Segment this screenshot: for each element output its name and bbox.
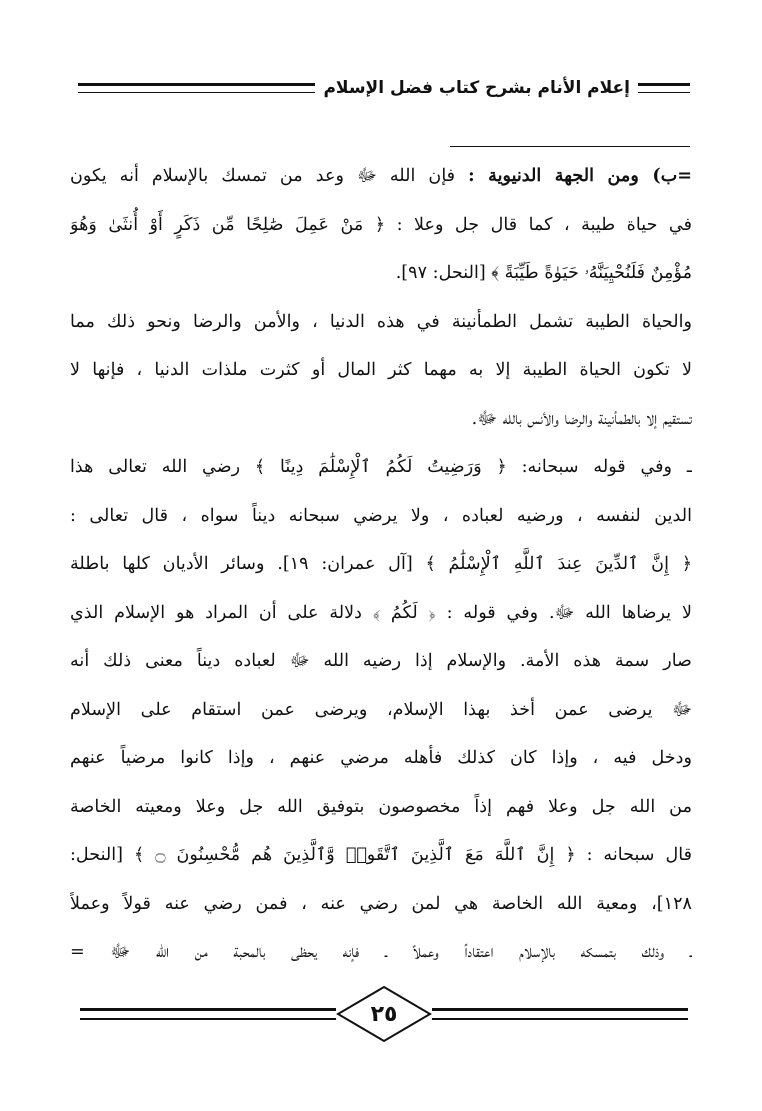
text-line: ـ وذلك بتمسكه بالإسلام اعتقاداً وعملاً ـ فإنه يحظى بالمحبة من الله ﷻ = [70,942,692,962]
page-footer [80,985,688,1043]
footer-rule-left [80,1008,336,1020]
separator-line [450,146,690,147]
text-line: ﷻ يرضى عمن أخذ بهذا الإسلام، ويرضى عمن استقام على الإسلام [70,699,692,720]
text-line: والحياة الطيبة تشمل الطمأنينة في هذه الدنيا ، والأمن والرضا ونحو ذلك مما [70,311,692,332]
section-heading: =ب) ومن الجهة الدنيوية : [468,165,692,186]
text-line: تستقيم إلا بالطمأنينة والرضا والأنس بالله ﷻ. [471,408,692,429]
running-header [78,76,690,100]
page-number-badge [336,985,432,1043]
header-rule-right [638,83,690,93]
text-line [70,152,692,201]
page-body [70,152,692,977]
text-line: ودخل فيه ، وإذا كان كذلك فأهله مرضي عنهم ، وإذا كانوا مرضياً عنهم [70,748,692,768]
text-line: من الله جل وعلا فهم إذاً مخصوصون بتوفيق الله جل وعلا ومعيته الخاصة [70,796,692,817]
footer-rule-right [432,1008,688,1020]
header-rule-left [78,83,315,93]
text-line: صار سمة هذه الأمة. والإسلام إذا رضيه الله ﷻ لعباده ديناً معنى ذلك أنه [70,651,692,671]
text-line: لا تكون الحياة الطيبة إلا به مهما كثر المال أو كثرت ملذات الدنيا ، فإنها لا [70,360,692,380]
text-line: مُؤْمِنٌ فَلَنُحْيِيَنَّهُۥ حَيَوٰةً طَيِّبَةً ﴾ [النحل: ٩٧]. [395,263,692,283]
text-line: ١٢٨]، ومعية الله الخاصة هي لمن رضي عنه ، فمن رضي عنه قولاً وعملاً [70,893,692,914]
book-title: إعلام الأنام بشرح كتاب فضل الإسلام [323,78,630,98]
text-line: لا يرضاها الله ﷻ. وفي قوله : ﴿ لَكُمُ ﴾ دلالة على أن المراد هو الإسلام الذي [70,602,692,623]
text-line: الدين لنفسه ، ورضيه لعباده ، ولا يرضي سبحانه ديناً سواه ، قال تعالى : [70,505,692,526]
text-line: ﴿ إِنَّ ٱلدِّينَ عِندَ ٱللَّهِ ٱلْإِسْلَٰمُ ﴾ [آل عمران: ١٩]. وسائر الأديان كلها باطلة [70,554,692,574]
text-line: في حياة طيبة ، كما قال جل وعلا : ﴿ مَنْ عَمِلَ صَٰلِحًا مِّن ذَكَرٍ أَوْ أُنثَىٰ وَهُوَ [70,214,692,235]
line-text: فإن الله ﷻ وعد من تمسك بالإسلام أنه يكون [70,166,456,186]
text-line: قال سبحانه : ﴿ إِنَّ ٱللَّهَ مَعَ ٱلَّذِينَ ٱتَّقَوا۟ وَّٱلَّذِينَ هُم مُّحْسِنُونَ ۝ ﴾ [النحل: [70,845,692,865]
text-line: ـ وفي قوله سبحانه: ﴿ وَرَضِيتُ لَكُمُ ٱلْإِسْلَٰمَ دِينًا ﴾ رضي الله تعالى هذا [70,457,692,477]
page-number: ٢٥ [370,1001,398,1027]
